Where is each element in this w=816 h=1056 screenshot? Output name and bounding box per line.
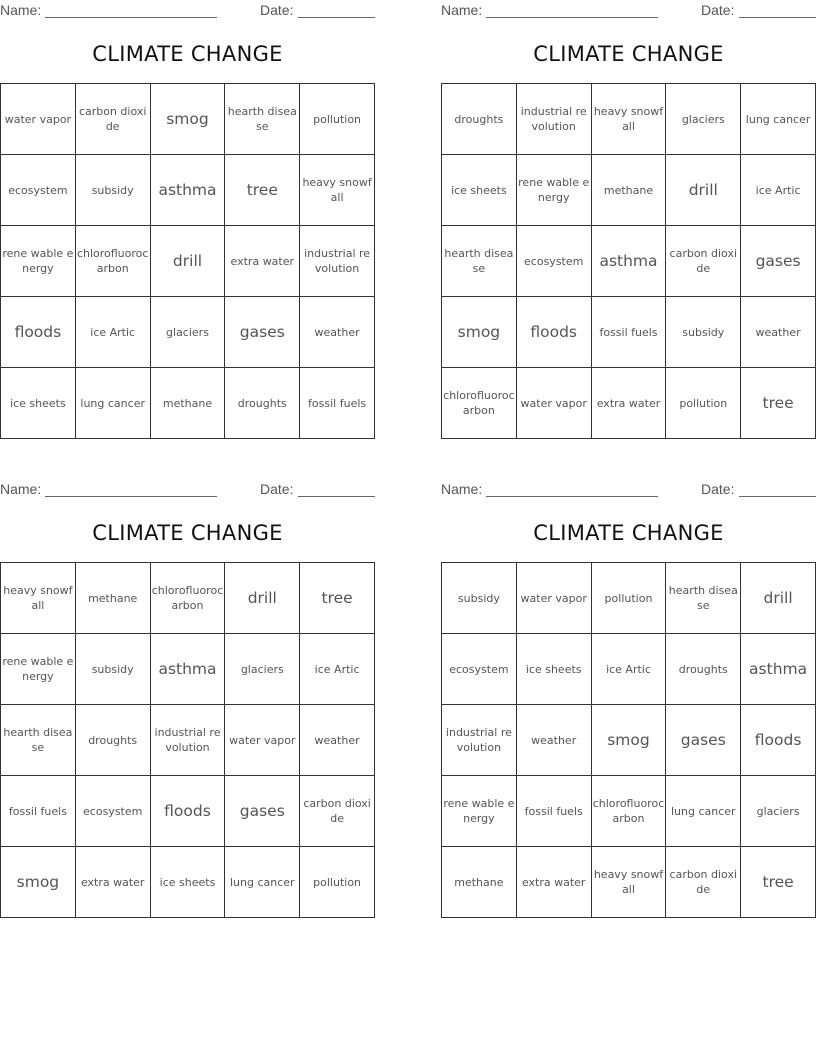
grid-row (1, 705, 375, 776)
bingo-cell[interactable]: methane (442, 847, 517, 918)
name-label: Name: (0, 481, 42, 497)
bingo-cell[interactable]: industrial revolution (150, 705, 225, 776)
bingo-cell[interactable]: rene wable energy (516, 155, 591, 226)
bingo-cell[interactable]: fossil fuels (300, 368, 375, 439)
bingo-cell[interactable]: extra water (591, 368, 666, 439)
bingo-cell[interactable]: pollution (591, 563, 666, 634)
bingo-cell[interactable]: gases (741, 226, 816, 297)
bingo-cell[interactable]: carbon dioxide (300, 776, 375, 847)
bingo-cell[interactable]: drill (225, 563, 300, 634)
grid-row (442, 634, 816, 705)
bingo-cell[interactable]: tree (300, 563, 375, 634)
name-label: Name: (0, 2, 42, 18)
bingo-cell[interactable]: rene wable energy (442, 776, 517, 847)
bingo-cell[interactable]: subsidy (75, 155, 150, 226)
grid-row (1, 84, 375, 155)
bingo-cell[interactable]: smog (150, 84, 225, 155)
bingo-grid (441, 562, 816, 918)
bingo-cell[interactable]: subsidy (442, 563, 517, 634)
bingo-cell[interactable]: fossil fuels (516, 776, 591, 847)
bingo-cell[interactable]: asthma (741, 634, 816, 705)
bingo-cell[interactable]: drill (666, 155, 741, 226)
bingo-cell[interactable]: ice sheets (1, 368, 76, 439)
bingo-cell[interactable]: glaciers (225, 634, 300, 705)
bingo-grid (0, 83, 375, 439)
bingo-cell[interactable]: water vapor (1, 84, 76, 155)
bingo-cell[interactable]: weather (300, 297, 375, 368)
bingo-cell[interactable]: glaciers (741, 776, 816, 847)
bingo-cell[interactable]: droughts (225, 368, 300, 439)
name-date-line (0, 481, 375, 499)
grid-row (1, 563, 375, 634)
date-field[interactable] (298, 496, 375, 497)
bingo-cell[interactable]: hearth disease (666, 563, 741, 634)
bingo-cell[interactable]: ecosystem (75, 776, 150, 847)
bingo-cell[interactable]: smog (591, 705, 666, 776)
bingo-cell[interactable]: methane (591, 155, 666, 226)
bingo-cell[interactable]: ecosystem (516, 226, 591, 297)
bingo-cell[interactable]: drill (741, 563, 816, 634)
bingo-cell[interactable]: glaciers (666, 84, 741, 155)
bingo-cell[interactable]: ecosystem (1, 155, 76, 226)
bingo-cell[interactable]: floods (741, 705, 816, 776)
bingo-cell[interactable]: lung cancer (666, 776, 741, 847)
bingo-cell[interactable]: gases (225, 776, 300, 847)
name-date-line (441, 2, 816, 20)
date-field[interactable] (739, 496, 816, 497)
grid-row (442, 847, 816, 918)
name-field[interactable] (486, 496, 658, 497)
bingo-cell[interactable]: droughts (442, 84, 517, 155)
bingo-cell[interactable]: extra water (225, 226, 300, 297)
bingo-cell[interactable]: ice Artic (591, 634, 666, 705)
grid-row (442, 84, 816, 155)
name-date-line (441, 481, 816, 499)
bingo-cell[interactable]: rene wable energy (1, 634, 76, 705)
bingo-cell[interactable]: lung cancer (225, 847, 300, 918)
name-field[interactable] (45, 17, 217, 18)
bingo-cell[interactable]: pollution (666, 368, 741, 439)
bingo-cell[interactable]: industrial revolution (442, 705, 517, 776)
bingo-cell[interactable]: water vapor (516, 563, 591, 634)
bingo-cell[interactable]: ecosystem (442, 634, 517, 705)
bingo-cell[interactable]: asthma (150, 155, 225, 226)
bingo-cell[interactable]: weather (300, 705, 375, 776)
grid-row (1, 776, 375, 847)
bingo-cell[interactable]: pollution (300, 84, 375, 155)
bingo-cell[interactable]: chlorofluorocarbon (591, 776, 666, 847)
date-label: Date: (260, 2, 294, 18)
bingo-cell[interactable]: glaciers (150, 297, 225, 368)
grid-row (1, 368, 375, 439)
bingo-cell[interactable]: droughts (666, 634, 741, 705)
grid-row (442, 705, 816, 776)
name-field[interactable] (486, 17, 658, 18)
bingo-grid (441, 83, 816, 439)
bingo-cell[interactable]: ice sheets (442, 155, 517, 226)
bingo-cell[interactable]: subsidy (75, 634, 150, 705)
bingo-cell[interactable]: asthma (150, 634, 225, 705)
bingo-cell[interactable]: chlorofluorocarbon (150, 563, 225, 634)
bingo-cell[interactable]: heavy snowfall (591, 847, 666, 918)
bingo-cell[interactable]: ice sheets (150, 847, 225, 918)
bingo-cell[interactable]: industrial revolution (300, 226, 375, 297)
grid-row (442, 226, 816, 297)
bingo-cell[interactable]: gases (225, 297, 300, 368)
bingo-cell[interactable]: floods (1, 297, 76, 368)
bingo-cell[interactable]: tree (741, 368, 816, 439)
grid-row (442, 368, 816, 439)
bingo-cell[interactable]: extra water (75, 847, 150, 918)
bingo-cell[interactable]: industrial revolution (516, 84, 591, 155)
bingo-cell[interactable]: hearth disease (442, 226, 517, 297)
bingo-cell[interactable]: weather (741, 297, 816, 368)
bingo-cell[interactable]: hearth disease (225, 84, 300, 155)
grid-row (1, 847, 375, 918)
bingo-cell[interactable]: pollution (300, 847, 375, 918)
bingo-cell[interactable]: rene wable energy (1, 226, 76, 297)
bingo-cell[interactable]: water vapor (225, 705, 300, 776)
grid-row (442, 563, 816, 634)
bingo-cell[interactable]: water vapor (516, 368, 591, 439)
bingo-cell[interactable]: heavy snowfall (300, 155, 375, 226)
bingo-cell[interactable]: tree (225, 155, 300, 226)
bingo-cell[interactable]: ice Artic (741, 155, 816, 226)
date-label: Date: (260, 481, 294, 497)
date-label: Date: (701, 2, 735, 18)
card-title: CLIMATE CHANGE (92, 521, 283, 545)
bingo-cell[interactable]: droughts (75, 705, 150, 776)
bingo-cell[interactable]: tree (741, 847, 816, 918)
grid-row (1, 297, 375, 368)
date-field[interactable] (298, 17, 375, 18)
bingo-cell[interactable]: floods (150, 776, 225, 847)
bingo-cell[interactable]: ice sheets (516, 634, 591, 705)
bingo-cell[interactable]: chlorofluorocarbon (442, 368, 517, 439)
date-label: Date: (701, 481, 735, 497)
bingo-grid (0, 562, 375, 918)
grid-row (1, 226, 375, 297)
bingo-cell[interactable]: fossil fuels (1, 776, 76, 847)
grid-row (1, 155, 375, 226)
bingo-cell[interactable]: extra water (516, 847, 591, 918)
bingo-cell[interactable]: ice Artic (75, 297, 150, 368)
bingo-cell[interactable]: methane (75, 563, 150, 634)
bingo-cell[interactable]: smog (1, 847, 76, 918)
bingo-cell[interactable]: carbon dioxide (666, 847, 741, 918)
bingo-cell[interactable]: ice Artic (300, 634, 375, 705)
grid-row (442, 297, 816, 368)
name-date-line (0, 2, 375, 20)
grid-row (442, 155, 816, 226)
bingo-cell[interactable]: lung cancer (741, 84, 816, 155)
card-title: CLIMATE CHANGE (92, 42, 283, 66)
bingo-cell[interactable]: lung cancer (75, 368, 150, 439)
card-title: CLIMATE CHANGE (533, 42, 724, 66)
bingo-cell[interactable]: gases (666, 705, 741, 776)
bingo-cell[interactable]: carbon dioxide (75, 84, 150, 155)
name-label: Name: (441, 2, 483, 18)
name-field[interactable] (45, 496, 217, 497)
bingo-cell[interactable]: chlorofluorocarbon (75, 226, 150, 297)
bingo-cell[interactable]: hearth disease (1, 705, 76, 776)
bingo-cell[interactable]: smog (442, 297, 517, 368)
bingo-cell[interactable]: heavy snowfall (591, 84, 666, 155)
bingo-cell[interactable]: carbon dioxide (666, 226, 741, 297)
grid-row (1, 634, 375, 705)
bingo-cell[interactable]: weather (516, 705, 591, 776)
bingo-cell[interactable]: fossil fuels (591, 297, 666, 368)
grid-row (442, 776, 816, 847)
bingo-cell[interactable]: heavy snowfall (1, 563, 76, 634)
date-field[interactable] (739, 17, 816, 18)
bingo-cell[interactable]: drill (150, 226, 225, 297)
bingo-cell[interactable]: methane (150, 368, 225, 439)
bingo-cell[interactable]: asthma (591, 226, 666, 297)
name-label: Name: (441, 481, 483, 497)
bingo-cell[interactable]: floods (516, 297, 591, 368)
bingo-cell[interactable]: subsidy (666, 297, 741, 368)
card-title: CLIMATE CHANGE (533, 521, 724, 545)
